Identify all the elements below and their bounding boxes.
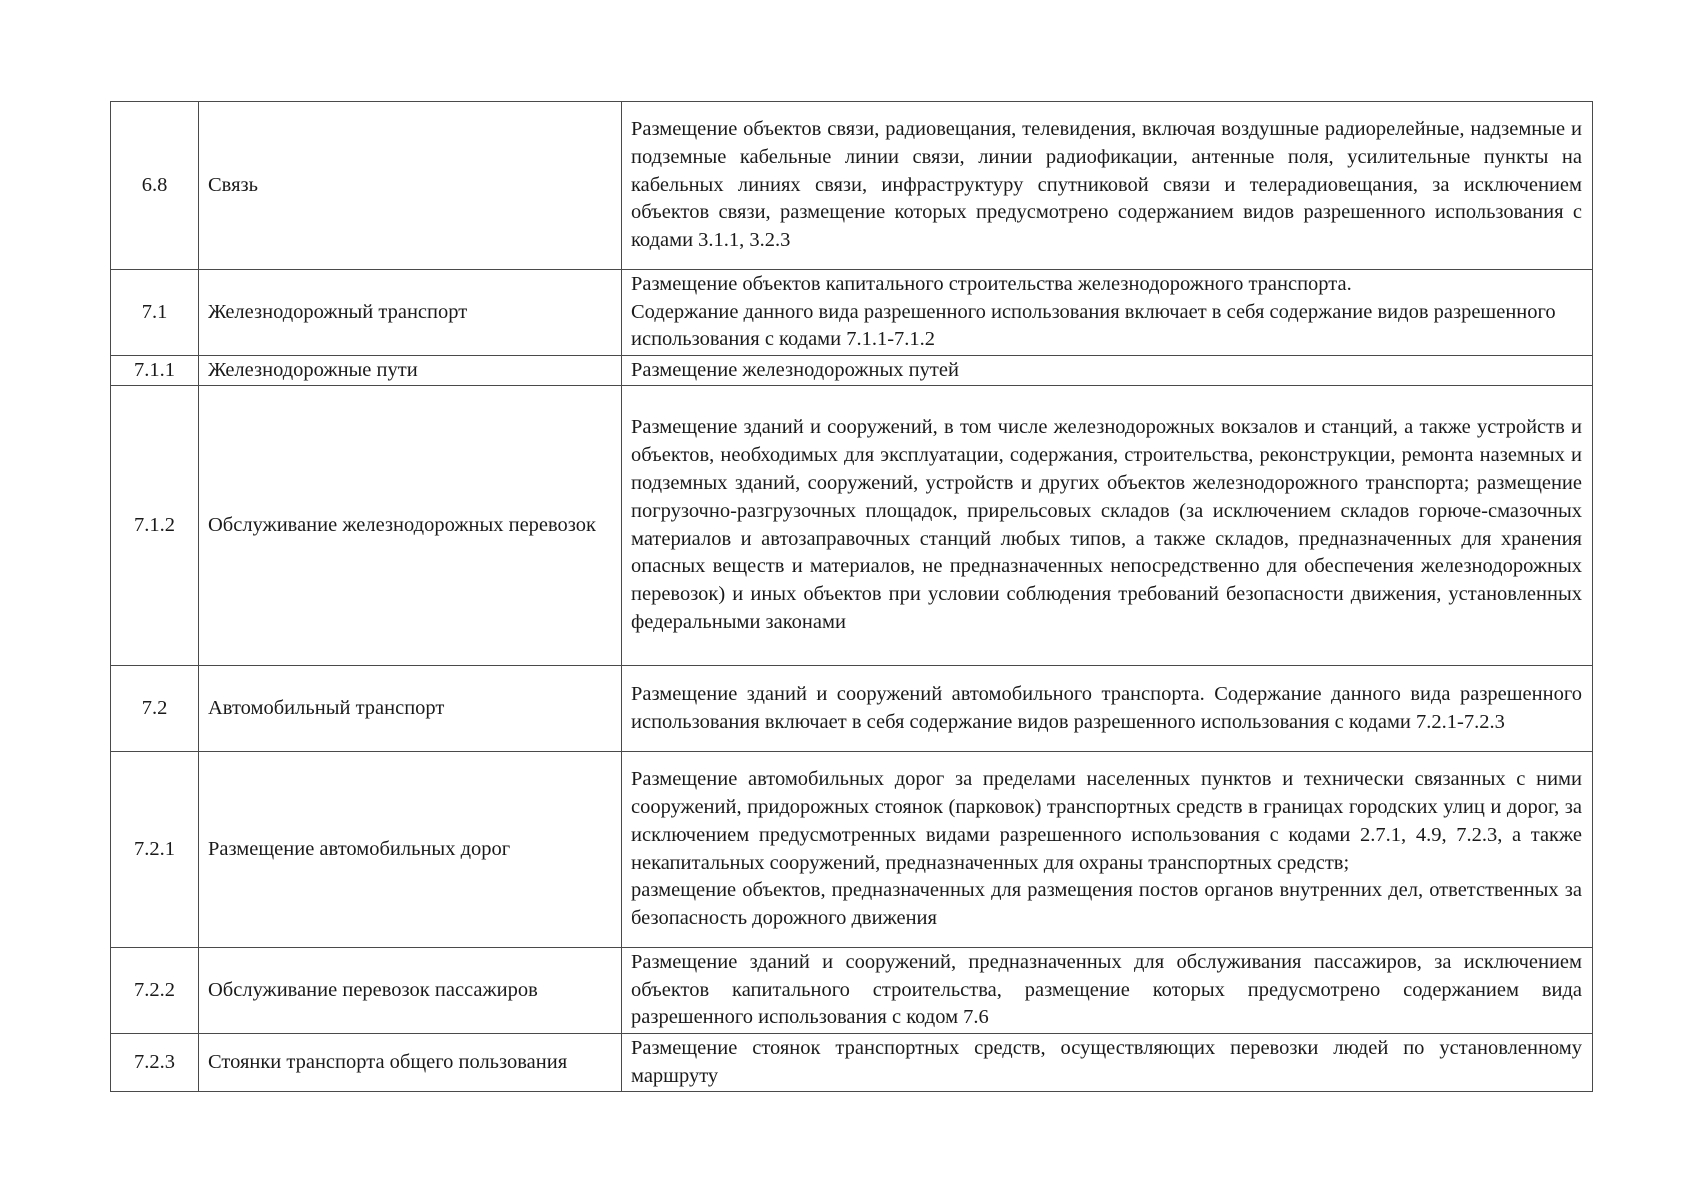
description-paragraph: Содержание данного вида разрешенного использования включает в себя содержание видов разрешенного использования с кодами 7.1.1-7.1.2 [631, 300, 1556, 351]
name-cell: Стоянки транспорта общего пользования [199, 1034, 622, 1092]
description-cell [622, 270, 1593, 356]
code-cell: 7.2.1 [111, 752, 199, 948]
description-paragraph: Размещение стоянок транспортных средств, осуществляющих перевозки людей по установленному маршруту [631, 1036, 1582, 1087]
description-cell [622, 102, 1593, 270]
table-row [111, 1034, 1593, 1092]
table-row [111, 666, 1593, 752]
code-cell: 7.2 [111, 666, 199, 752]
code-cell: 7.2.2 [111, 948, 199, 1034]
description-cell [622, 752, 1593, 948]
table-row [111, 270, 1593, 356]
table-row [111, 386, 1593, 666]
description-paragraph: размещение объектов, предназначенных для размещения постов органов внутренних дел, ответственных за безопасность дорожного движения [631, 879, 1582, 930]
description-paragraph: Размещение железнодорожных путей [631, 358, 959, 381]
name-cell: Обслуживание перевозок пассажиров [199, 948, 622, 1034]
land-use-table [110, 101, 1593, 1092]
table-row [111, 102, 1593, 270]
name-cell: Автомобильный транспорт [199, 666, 622, 752]
table-row [111, 356, 1593, 386]
description-paragraph: Размещение объектов капитального строительства железнодорожного транспорта. [631, 272, 1352, 295]
name-cell: Обслуживание железнодорожных перевозок [199, 386, 622, 666]
name-cell: Размещение автомобильных дорог [199, 752, 622, 948]
name-cell: Связь [199, 102, 622, 270]
description-cell [622, 356, 1593, 386]
code-cell: 7.2.3 [111, 1034, 199, 1092]
description-paragraph: Размещение зданий и сооружений, в том числе железнодорожных вокзалов и станций, а также устройств и объектов, необходимых для эксплуатации, содержания, строительства, реконструкции, ремонта наземных и подземных зданий, сооружений, устройств и других объектов железнодорожного транспорта; размещение погрузочно-разгрузочных площадок, прирельсовых складов (за исключением складов горюче-смазочных материалов и автозаправочных станций любых типов, а также складов, предназначенных для хранения опасных веществ и материалов, не предназначенных непосредственно для обеспечения железнодорожных перевозок) и иных объектов при условии соблюдения требований безопасности движения, установленных федеральными законами [631, 416, 1582, 633]
name-cell: Железнодорожный транспорт [199, 270, 622, 356]
description-paragraph: Размещение зданий и сооружений автомобильного транспорта. Содержание данного вида разрешенного использования включает в себя содержание видов разрешенного использования с кодами 7.2.1-7.2.3 [631, 682, 1582, 733]
description-paragraph: Размещение автомобильных дорог за пределами населенных пунктов и технически связанных с ними сооружений, придорожных стоянок (парковок) транспортных средств в границах городских улиц и дорог, за исключением предусмотренных видами разрешенного использования с кодами 2.7.1, 4.9, 7.2.3, а также некапитальных сооружений, предназначенных для охраны транспортных средств; [631, 768, 1582, 874]
description-cell [622, 386, 1593, 666]
code-cell: 7.1 [111, 270, 199, 356]
name-cell: Железнодорожные пути [199, 356, 622, 386]
table-row [111, 948, 1593, 1034]
code-cell: 6.8 [111, 102, 199, 270]
description-cell [622, 948, 1593, 1034]
code-cell: 7.1.2 [111, 386, 199, 666]
description-paragraph: Размещение объектов связи, радиовещания, телевидения, включая воздушные радиорелейные, надземные и подземные кабельные линии связи, линии радиофикации, антенные поля, усилительные пункты на кабельных линиях связи, инфраструктуру спутниковой связи и телерадиовещания, за исключением объектов связи, размещение которых предусмотрено содержанием видов разрешенного использования с кодами 3.1.1, 3.2.3 [631, 118, 1582, 252]
table-row [111, 752, 1593, 948]
code-cell: 7.1.1 [111, 356, 199, 386]
description-cell [622, 1034, 1593, 1092]
description-cell [622, 666, 1593, 752]
description-paragraph: Размещение зданий и сооружений, предназначенных для обслуживания пассажиров, за исключением объектов капитального строительства, размещение которых предусмотрено содержанием вида разрешенного использования с кодом 7.6 [631, 950, 1582, 1029]
